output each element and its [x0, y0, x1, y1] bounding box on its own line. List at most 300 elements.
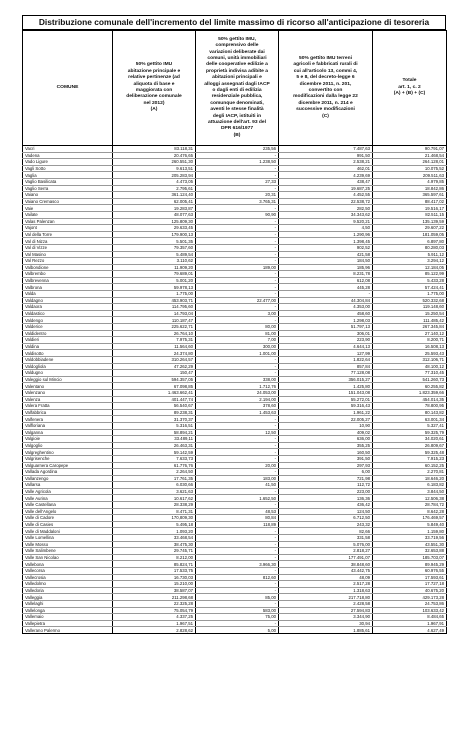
comune-cell: Vallebona: [23, 561, 113, 568]
table-row: [23, 389, 447, 396]
comune-cell: Valbrembo: [23, 271, 113, 278]
value-b-cell: -: [196, 172, 279, 179]
comune-cell: Valderice: [23, 324, 113, 331]
comune-cell: Vaglio Serra: [23, 185, 113, 192]
value-b-cell: -: [196, 277, 279, 284]
total-cell: 1.775,00: [373, 291, 447, 298]
comune-cell: Valfloriana: [23, 422, 113, 429]
value-a-cell: 1.967,51: [113, 620, 196, 627]
value-a-cell: 19.283,87: [113, 205, 196, 212]
value-b-cell: -: [196, 548, 279, 555]
value-b-cell: 85,00: [196, 594, 279, 601]
comune-cell: Valle Lomellina: [23, 535, 113, 542]
table-row: [23, 422, 447, 429]
total-cell: 7.915,23: [373, 455, 447, 462]
value-b-cell: -: [196, 357, 279, 364]
total-cell: 2.270,81: [373, 469, 447, 476]
value-a-cell: 110.187,47: [113, 317, 196, 324]
value-a-cell: 150,47: [113, 370, 196, 377]
comune-cell: Valle Mosso: [23, 541, 113, 548]
table-row: [23, 165, 447, 172]
comune-cell: Valgrisenche: [23, 455, 113, 462]
total-cell: 34.020,61: [373, 436, 447, 443]
total-cell: 78.800,95: [373, 403, 447, 410]
value-a-cell: 5.001,20: [113, 277, 196, 284]
table-row: [23, 337, 447, 344]
value-a-cell: 361.124,40: [113, 192, 196, 199]
comune-cell: Valda: [23, 291, 113, 298]
total-cell: 40.675,20: [373, 587, 447, 594]
value-b-cell: 3,00: [196, 310, 279, 317]
value-b-cell: 378,60: [196, 403, 279, 410]
value-b-cell: -: [196, 620, 279, 627]
table-row: [23, 462, 447, 469]
comune-cell: Valbrevenna: [23, 277, 113, 284]
comune-cell: Valgioie: [23, 436, 113, 443]
value-b-cell: 48,53: [196, 508, 279, 515]
header-col-c: [279, 31, 373, 146]
comune-cell: Valdastico: [23, 310, 113, 317]
value-c-cell: 5.076,00: [279, 541, 373, 548]
value-b-cell: -: [196, 225, 279, 232]
comune-cell: Valle San Nicolao: [23, 554, 113, 561]
value-c-cell: 223,00: [279, 488, 373, 495]
value-b-cell: 235,56: [196, 146, 279, 153]
table-row: [23, 416, 447, 423]
value-c-cell: 19.687,25: [279, 185, 373, 192]
value-c-cell: 4.644,13: [279, 343, 373, 350]
value-a-cell: 8.471,31: [113, 508, 196, 515]
total-cell: 59.325,48: [373, 449, 447, 456]
total-cell: 29.607,22: [373, 225, 447, 232]
total-cell: 1.823.359,66: [373, 389, 447, 396]
value-a-cell: 170,809,30: [113, 515, 196, 522]
value-a-cell: 225.622,71: [113, 324, 196, 331]
total-cell: 111.485,42: [373, 317, 447, 324]
value-c-cell: 151.043,08: [279, 389, 373, 396]
value-c-cell: 1.290,96: [279, 231, 373, 238]
value-b-cell: -: [196, 218, 279, 225]
value-c-cell: 6,00: [279, 469, 373, 476]
comune-cell: Valle di Cadore: [23, 515, 113, 522]
value-c-cell: 902,52: [279, 244, 373, 251]
value-c-cell: 27.594,83: [279, 607, 373, 614]
comune-cell: Valfabbrica: [23, 409, 113, 416]
comune-cell: Vallelonga: [23, 607, 113, 614]
value-b-cell: -: [196, 231, 279, 238]
total-cell: 15.250,54: [373, 310, 447, 317]
value-c-cell: 306,01: [279, 330, 373, 337]
total-cell: 24.753,86: [373, 600, 447, 607]
table-row: [23, 205, 447, 212]
value-b-cell: 1.001,00: [196, 350, 279, 357]
table-row: [23, 357, 447, 364]
value-c-cell: 10,90: [279, 422, 373, 429]
table-row: [23, 614, 447, 621]
comune-cell: Valentano: [23, 383, 113, 390]
header-line: abitazioni principali e: [212, 75, 262, 81]
value-c-cell: 1.398,45: [279, 238, 373, 245]
total-cell: 209.511,63: [373, 172, 447, 179]
table-row: [23, 521, 447, 528]
value-a-cell: 2.828,62: [113, 627, 196, 634]
table-row: [23, 548, 447, 555]
comune-cell: Val Masino: [23, 251, 113, 258]
table-row: [23, 574, 447, 581]
header-line: (A): [150, 107, 158, 113]
value-c-cell: 1.298,03: [279, 317, 373, 324]
total-cell: 10.075,52: [373, 165, 447, 172]
value-b-cell: 41,50: [196, 482, 279, 489]
value-a-cell: 2.264,50: [113, 469, 196, 476]
table-row: [23, 469, 447, 476]
value-c-cell: 445,28: [279, 284, 373, 291]
comune-cell: Vagli Sotto: [23, 165, 113, 172]
comune-cell: Val Rezzo: [23, 258, 113, 265]
table-row: [23, 396, 447, 403]
total-cell: 176.469,57: [373, 515, 447, 522]
header-line: alloggi assegnati dagli IACP: [204, 81, 270, 87]
value-c-cell: 356.015,27: [279, 376, 373, 383]
value-a-cell: 5.501,35: [113, 238, 196, 245]
value-a-cell: 594.357,05: [113, 376, 196, 383]
comune-cell: Valle di Casies: [23, 521, 113, 528]
value-b-cell: 2.194,00: [196, 396, 279, 403]
total-cell: 85.122,99: [373, 271, 447, 278]
value-c-cell: 436,42: [279, 502, 373, 509]
comune-cell: Valle dell'Angelo: [23, 508, 113, 515]
value-a-cell: 8.212,00: [113, 554, 196, 561]
comune-cell: Vaglio Basilicata: [23, 178, 113, 185]
total-cell: 60.255,82: [373, 383, 447, 390]
table-row: [23, 541, 447, 548]
comune-cell: Valganna: [23, 429, 113, 436]
table-row: [23, 429, 447, 436]
value-b-cell: -: [196, 165, 279, 172]
table-row: [23, 561, 447, 568]
value-c-cell: 223,90: [279, 337, 373, 344]
value-b-cell: -: [196, 291, 279, 298]
value-c-cell: 458,60: [279, 310, 373, 317]
value-a-cell: 14.793,04: [113, 310, 196, 317]
comune-cell: Vaiano Cremasco: [23, 198, 113, 205]
value-c-cell: 3.344,90: [279, 614, 373, 621]
total-cell: 18.842,86: [373, 185, 447, 192]
value-b-cell: 1.712,76: [196, 383, 279, 390]
value-c-cell: 112,72: [279, 482, 373, 489]
comune-cell: Valguarnera Caropepe: [23, 462, 113, 469]
table-row: [23, 185, 447, 192]
header-line: cui all'articolo 13, commi 4,: [293, 68, 358, 74]
value-c-cell: 991,50: [279, 152, 373, 159]
total-cell: 3.294,12: [373, 258, 447, 265]
comune-cell: Valleggia: [23, 594, 113, 601]
value-a-cell: 26.764,10: [113, 330, 196, 337]
total-cell: 18.646,20: [373, 475, 447, 482]
header-col-b: [196, 31, 279, 146]
value-c-cell: 177.491,07: [279, 554, 373, 561]
value-b-cell: -: [196, 258, 279, 265]
comune-cell: Valdaora: [23, 304, 113, 311]
table-row: [23, 554, 447, 561]
header-line: variazioni deliberate dai: [209, 49, 265, 55]
table-row: [23, 600, 447, 607]
table-row: [23, 515, 447, 522]
value-a-cell: 20.476,65: [113, 152, 196, 159]
comune-cell: Vallada Agordina: [23, 469, 113, 476]
comune-cell: Valbrona: [23, 284, 113, 291]
value-b-cell: 24.053,00: [196, 389, 279, 396]
value-b-cell: -: [196, 251, 279, 258]
table-row: [23, 330, 447, 337]
header-line: (B): [233, 132, 241, 138]
value-c-cell: 184,50: [279, 258, 373, 265]
table-row: [23, 238, 447, 245]
table-row: [23, 508, 447, 515]
header-line: dicembre 2011, n. 201,: [299, 81, 352, 87]
comune-cell: Vallecrosia: [23, 574, 113, 581]
comune-cell: Valdagno: [23, 297, 113, 304]
total-cell: 27.140,12: [373, 330, 447, 337]
value-b-cell: 7,00: [196, 337, 279, 344]
total-cell: 8.484,65: [373, 614, 447, 621]
value-a-cell: 5.489,54: [113, 251, 196, 258]
total-cell: 5.911,12: [373, 251, 447, 258]
table-row: [23, 172, 447, 179]
total-cell: 6.183,82: [373, 482, 447, 489]
comune-cell: Val di Nizza: [23, 238, 113, 245]
header-line: 50% gettito IMU: [135, 62, 173, 68]
value-c-cell: 55.272,01: [279, 396, 373, 403]
header-line: aventi le stesse finalità: [210, 107, 264, 113]
value-b-cell: -: [196, 528, 279, 535]
table-row: [23, 383, 447, 390]
value-c-cell: 243,32: [279, 521, 373, 528]
total-cell: 119.148,60: [373, 304, 447, 311]
total-cell: 181.059,05: [373, 231, 447, 238]
value-b-cell: -: [196, 488, 279, 495]
value-c-cell: 77.128,08: [279, 370, 373, 377]
value-a-cell: 179.900,13: [113, 231, 196, 238]
header-line: aliquota di base e: [133, 81, 175, 87]
value-a-cell: 1.463.662,41: [113, 389, 196, 396]
total-cell: 60.152,25: [373, 462, 447, 469]
total-cell: 89.945,29: [373, 561, 447, 568]
table-row: [23, 198, 447, 205]
comune-cell: Valle Salimbene: [23, 548, 113, 555]
value-b-cell: 81,00: [196, 330, 279, 337]
comune-cell: Valdugno: [23, 370, 113, 377]
value-b-cell: -: [196, 469, 279, 476]
total-cell: 3.844,50: [373, 488, 447, 495]
total-cell: 82.511,15: [373, 211, 447, 218]
header-line: delle cooperative edilizie a: [206, 62, 268, 68]
value-c-cell: -: [279, 291, 373, 298]
value-b-cell: 20,00: [196, 462, 279, 469]
value-c-cell: 127,99: [279, 350, 373, 357]
table-row: [23, 436, 447, 443]
value-c-cell: 1.885,61: [279, 627, 373, 634]
value-c-cell: 282,50: [279, 205, 373, 212]
total-cell: 4.627,49: [373, 627, 447, 634]
table-row: [23, 231, 447, 238]
table-row: [23, 587, 447, 594]
comune-cell: Valledolmo: [23, 581, 113, 588]
value-c-cell: 160,50: [279, 449, 373, 456]
header-line: agricoli e fabbricati rurali di: [293, 62, 358, 68]
table-row: [23, 363, 447, 370]
total-cell: 43.551,30: [373, 541, 447, 548]
data-table: [22, 30, 447, 634]
value-a-cell: 205.283,94: [113, 172, 196, 179]
comune-cell: Valle Castellana: [23, 502, 113, 509]
value-a-cell: 211.298,68: [113, 594, 196, 601]
value-b-cell: -: [196, 436, 279, 443]
value-b-cell: -: [196, 455, 279, 462]
value-a-cell: 79.689,01: [113, 271, 196, 278]
comune-cell: Vallecorsa: [23, 568, 113, 575]
comune-cell: Vallerano Palermo: [23, 627, 113, 634]
value-a-cell: 47.262,29: [113, 363, 196, 370]
value-a-cell: 4.473,05: [113, 178, 196, 185]
value-b-cell: -: [196, 449, 279, 456]
value-a-cell: 22.325,28: [113, 600, 196, 607]
value-c-cell: 391,50: [279, 455, 373, 462]
value-b-cell: 80,00: [196, 324, 279, 331]
table-row: [23, 495, 447, 502]
value-a-cell: 401.447,74: [113, 396, 196, 403]
comune-cell: Vaiano: [23, 192, 113, 199]
header-line: Totale: [402, 78, 417, 84]
value-c-cell: 612,08: [279, 277, 373, 284]
comune-cell: Valle di Maddaloni: [23, 528, 113, 535]
value-b-cell: 183,00: [196, 475, 279, 482]
value-b-cell: -: [196, 244, 279, 251]
table-row: [23, 568, 447, 575]
value-c-cell: 2.428,58: [279, 600, 373, 607]
header-line: 5 e 8, del decreto-legge 6: [296, 75, 355, 81]
value-a-cell: 5.316,51: [113, 422, 196, 429]
value-a-cell: 260.551,30: [113, 159, 196, 166]
table-row: [23, 218, 447, 225]
table-row: [23, 251, 447, 258]
value-c-cell: 6.712,50: [279, 515, 373, 522]
value-b-cell: 3.966,30: [196, 561, 279, 568]
value-a-cell: 16.730,03: [113, 574, 196, 581]
table-row: [23, 271, 447, 278]
value-c-cell: 1.822,64: [279, 357, 373, 364]
value-b-cell: -: [196, 587, 279, 594]
comune-cell: Valgoglio: [23, 442, 113, 449]
total-cell: 267.345,84: [373, 324, 447, 331]
comune-cell: Valeggio sul Mincio: [23, 376, 113, 383]
table-title: Distribuzione comunale dell'incremento del limite massimo di ricorso all'anticipazione di tesoreria: [22, 15, 446, 30]
table-row: [23, 370, 447, 377]
value-a-cell: 3.621,63: [113, 488, 196, 495]
value-c-cell: 51.797,13: [279, 324, 373, 331]
comune-cell: Vallelaghi: [23, 600, 113, 607]
table-row: [23, 594, 447, 601]
comune-cell: Vaglia: [23, 172, 113, 179]
total-cell: 5.849,40: [373, 521, 447, 528]
value-a-cell: 3.110,62: [113, 258, 196, 265]
comune-cell: Valgreghentino: [23, 449, 113, 456]
value-c-cell: 48,09: [279, 574, 373, 581]
total-cell: 12.506,38: [373, 495, 447, 502]
value-a-cell: 67.098,85: [113, 383, 196, 390]
value-c-cell: 82,66: [279, 528, 373, 535]
comune-cell: Vallanzengo: [23, 475, 113, 482]
table-row: [23, 159, 447, 166]
comune-cell: Val della Torre: [23, 231, 113, 238]
value-a-cell: 310.264,57: [113, 357, 196, 364]
table-row: [23, 146, 447, 153]
value-b-cell: 90,90: [196, 211, 279, 218]
table-row: [23, 376, 447, 383]
total-cell: 520.332,68: [373, 297, 447, 304]
header-line: modificazioni dalla legge 22: [293, 94, 358, 100]
value-a-cell: 24.374,80: [113, 350, 196, 357]
header-line: abitazione principale e: [127, 68, 181, 74]
value-a-cell: 29.633,45: [113, 225, 196, 232]
value-a-cell: 61.776,76: [113, 462, 196, 469]
value-c-cell: 9.520,21: [279, 218, 373, 225]
value-c-cell: 4.239,69: [279, 172, 373, 179]
value-b-cell: -: [196, 416, 279, 423]
table-row: [23, 211, 447, 218]
value-b-cell: -: [196, 370, 279, 377]
value-a-cell: 26.463,31: [113, 442, 196, 449]
value-b-cell: -: [196, 271, 279, 278]
value-b-cell: -: [196, 238, 279, 245]
value-b-cell: 1.238,50: [196, 159, 279, 166]
total-cell: 4.979,85: [373, 178, 447, 185]
value-c-cell: 22.005,27: [279, 416, 373, 423]
value-a-cell: 125.809,30: [113, 218, 196, 225]
value-a-cell: 15.210,00: [113, 581, 196, 588]
table-row: [23, 449, 447, 456]
table-row: [23, 535, 447, 542]
total-cell: 8.200,71: [373, 337, 447, 344]
value-c-cell: 217.718,80: [279, 594, 373, 601]
value-b-cell: -: [196, 317, 279, 324]
comune-cell: Valbondione: [23, 264, 113, 271]
table-row: [23, 258, 447, 265]
total-cell: 264.128,01: [373, 159, 447, 166]
value-b-cell: 812,60: [196, 574, 279, 581]
value-c-cell: 721,98: [279, 475, 373, 482]
value-a-cell: 6.030,66: [113, 482, 196, 489]
total-cell: 8.642,28: [373, 508, 447, 515]
value-a-cell: 33.489,11: [113, 436, 196, 443]
header-line: (A) + (B) + (C): [393, 91, 426, 97]
value-b-cell: 75,00: [196, 614, 279, 621]
total-cell: 185.703,07: [373, 554, 447, 561]
total-cell: 80.280,03: [373, 244, 447, 251]
value-c-cell: 636,00: [279, 436, 373, 443]
value-b-cell: -: [196, 442, 279, 449]
comune-cell: Vadena: [23, 152, 113, 159]
comune-cell: Valenzano: [23, 389, 113, 396]
total-cell: 90.791,07: [373, 146, 447, 153]
value-a-cell: 56.540,67: [113, 403, 196, 410]
value-b-cell: -: [196, 541, 279, 548]
value-b-cell: -: [196, 185, 279, 192]
value-c-cell: 124,50: [279, 508, 373, 515]
table-row: [23, 225, 447, 232]
header-line: o dagli enti di edilizia: [212, 88, 262, 93]
total-cell: 25.593,43: [373, 350, 447, 357]
